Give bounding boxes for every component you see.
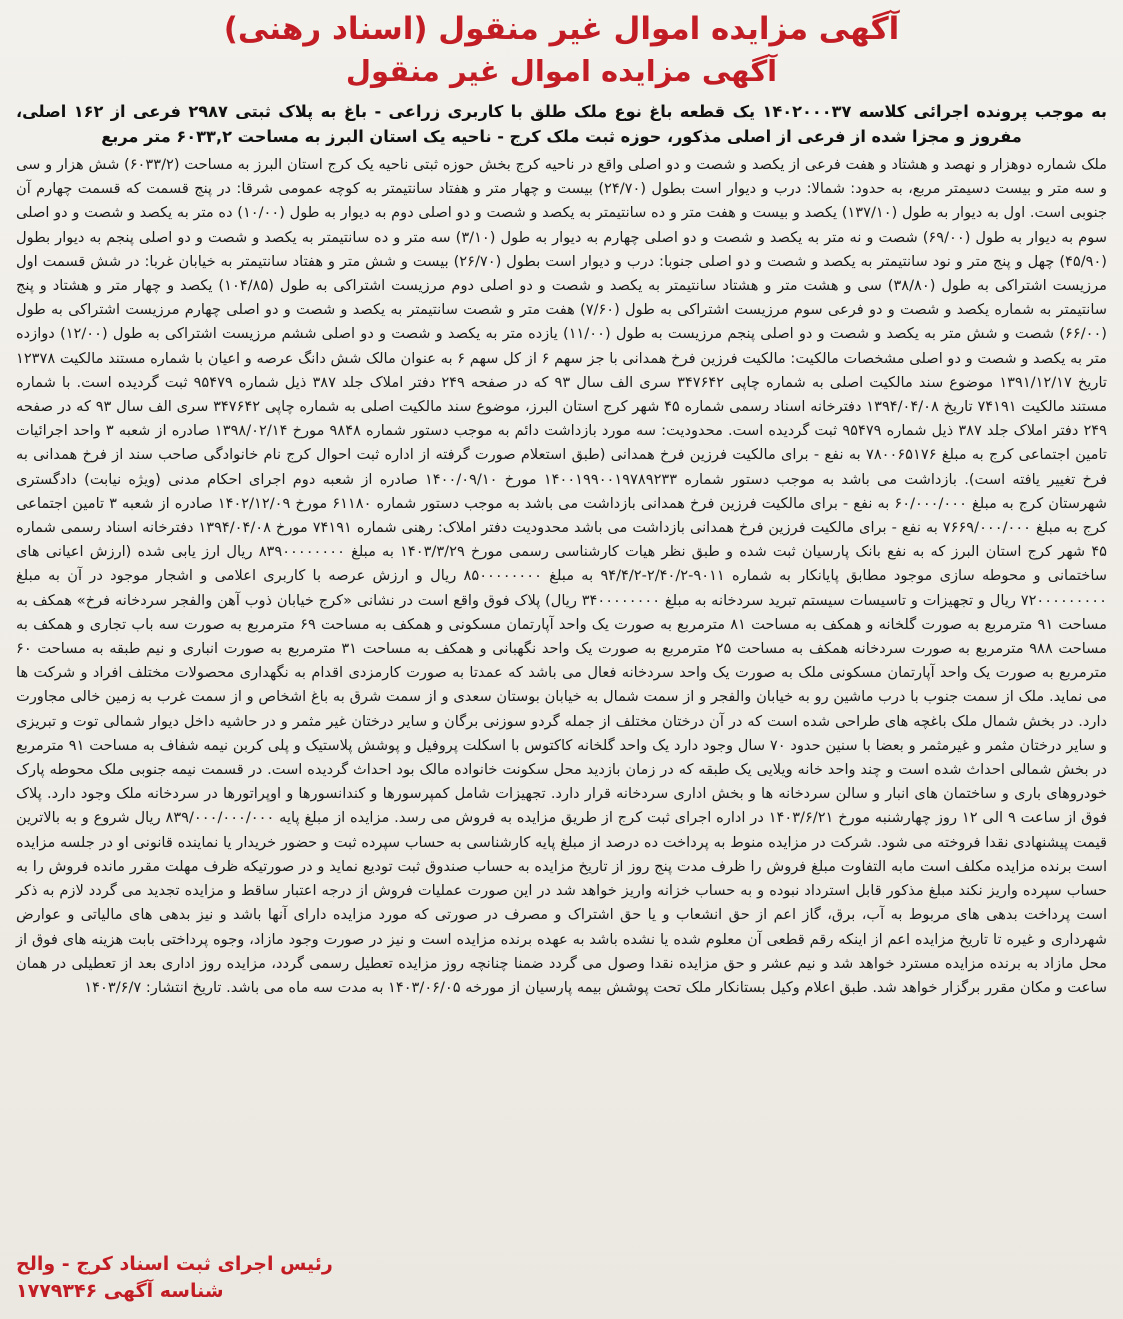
signer-title: رئیس اجرای ثبت اسناد کرج - والح: [16, 1253, 333, 1275]
ad-id: شناسه آگهی ۱۷۷۹۳۴۶: [16, 1280, 224, 1302]
notice-title: آگهی مزایده اموال غیر منقول (اسناد رهنی): [223, 11, 900, 47]
notice-body: ملک شماره دوهزار و نهصد و هشتاد و هفت فرعی از یکصد و شصت و دو اصلی واقع در ناحیه کرج بخش حوزه ثبتی ناحیه یک کرج استان البرز به مساحت (۶۰۳۳/۲) شش هزار و سی و سه متر و بیست دسیمتر مربع، به حدود: شمالا: درب و دیوار است بطول (۲۴/۷۰) بیست و چهار متر و هفتاد سانتیمتر به کوچه عمومی شرقا: در پنج قسمت که قسمت چهارم آن جنوبی است. اول به دیوار به طول (۱۳۷/۱۰) یکصد و بیست و هفت متر و ده سانتیمتر به یکصد و شصت و دو اصلی دوم به دیوار به طول (۱۰/۰۰) ده متر به یکصد و شصت و دو اصلی سوم به دیوار به طول (۶۹/۰۰) شصت و نه متر به یکصد و شصت و دو اصلی چهارم به دیوار به طول (۳/۱۰) سه متر و ده سانتیمتر به یکصد و شصت و دو اصلی پنجم به دیوار بطول (۴۵/۹۰) چهل و پنج متر و نود سانتیمتر به یکصد و شصت و دو اصلی جنوبا: درب و دیوار است بطول (۲۶/۷۰) بیست و شش متر و هفتاد سانتیمتر به خیابان غربا: در شش قسمت اول مرزیست اشتراکی به طول (۳۸/۸۰) سی و هشت متر و هشتاد سانتیمتر به یکصد و شصت و دو اصلی دوم مرزیست اشتراکی به طول (۱۰۴/۸۵) یکصد و چهار متر و هشتاد و پنج سانتیمتر به شماره یکصد و شصت و دو فرعی سوم مرزیست اشتراکی به طول (۷/۶۰) هفت متر و شصت سانتیمتر به یکصد و شصت و دو اصلی چهارم مرزیست اشتراکی به طول (۶۶/۰۰) شصت و شش متر به یکصد و شصت و دو اصلی پنجم مرزیست به طول (۱۱/۰۰) یازده متر به یکصد و شصت و دو اصلی ششم مرزیست اشتراکی به طول (۱۲/۰۰) دوازده متر به یکصد و شصت و دو اصلی مشخصات مالکیت: مالکیت فرزین فرخ همدانی با جز سهم ۶ از کل سهم ۶ به عنوان مالک شش دانگ عرصه و اعیان با شماره مستند مالکیت ۱۲۳۷۸ تاریخ ۱۳۹۱/۱۲/۱۷ موضوع سند مالکیت اصلی به شماره چاپی ۳۴۷۶۴۲ سری الف سال ۹۳ که در صفحه ۲۴۹ دفتر املاک جلد ۳۸۷ ذیل شماره ۹۵۴۷۹ ثبت گردیده است. با شماره مستند مالکیت ۷۴۱۹۱ تاریخ ۱۳۹۴/۰۴/۰۸ دفترخانه اسناد رسمی شماره ۴۵ شهر کرج استان البرز، موضوع سند مالکیت اصلی به شماره چاپی ۳۴۷۶۴۲ سری الف سال ۹۳ که در صفحه ۲۴۹ دفتر املاک جلد ۳۸۷ ذیل شماره ۹۵۴۷۹ ثبت گردیده است. محدودیت: سه مورد بازداشت دائم به موجب دستور شماره ۹۸۴۸ مورخ ۱۳۹۸/۰۲/۱۴ صادره از شعبه ۳ واحد اجرائیات تامین اجتماعی کرج به مبلغ ۷۸۰۰۶۵۱۷۶ به نفع - برای مالکیت فرزین فرخ همدانی (طبق استعلام صورت گرفته از اداره ثبت احوال کرج نام خانوادگی صاحب سند از فرخ همدانی به فرخ تغییر یافته است). بازداشت می باشد به موجب دستور شماره ۱۴۰۰۱۹۹۰۰۱۹۷۸۹۲۳۳ مورخ ۱۴۰۰/۰۹/۱۰ صادره از شعبه دوم اجرای احکام مدنی (ویژه نیابت) دادگستری شهرستان کرج به مبلغ ۶۰/۰۰۰/۰۰۰ به نفع - برای مالکیت فرزین فرخ همدانی بازداشت می باشد به موجب دستور شماره ۶۱۱۸۰ مورخ ۱۴۰۲/۱۲/۰۹ صادره از شعبه ۳ تامین اجتماعی کرج به مبلغ ۷۶۶۹/۰۰۰/۰۰۰ به نفع - برای مالکیت فرزین فرخ همدانی بازداشت می باشد محدودیت دفتر املاک: رهنی شماره ۷۴۱۹۱ مورخ ۱۳۹۴/۰۴/۰۸ دفترخانه اسناد رسمی شماره ۴۵ شهر کرج استان البرز که به نفع بانک پارسیان ثبت شده و طبق نظر هیات کارشناسی رسمی مورخ ۱۴۰۳/۳/۲۹ به مبلغ ۸۳۹۰۰۰۰۰۰۰۰ ریال ارز یابی شده (ارزش اعیانی های ساختمانی و محوطه سازی موجود مطابق پایانکار به شماره ۹۰۱۱-۲/۴۰/۲-۹۴/۴/۲ به مبلغ ۸۵۰۰۰۰۰۰۰۰ ریال و ارزش عرصه با کاربری اعلامی و اشجار موجود در آن به مبلغ ۷۲۰۰۰۰۰۰۰۰۰ ریال و تجهیزات و تاسیسات سیستم تبرید سردخانه به مبلغ ۳۴۰۰۰۰۰۰۰۰ ریال) پلاک فوق واقع است در نشانی «کرج خیابان ذوب آهن والفجر سردخانه فرخ» همکف به مساحت ۹۱ مترمربع به صورت گلخانه و همکف به مساحت ۸۱ مترمربع به صورت یک واحد آپارتمان مسکونی و همکف به مساحت ۶۹ مترمربع به صورت سه باب تجاری و همکف به مساحت ۹۸۸ مترمربع به صورت سردخانه همکف به مساحت ۲۵ مترمربع به صورت یک واحد نگهبانی و همکف به مساحت ۳۱ مترمربع به صورت انباری و نیم طبقه به مساحت ۶۰ مترمربع به صورت یک واحد آپارتمان مسکونی ملک به صورت یک واحد سردخانه فعال می باشد که عمدتا به صورت کارمزدی اقدام به نگهداری محصولات مختلف افراد و شرکت ها می نماید. ملک از سمت جنوب با درب ماشین رو به خیابان والفجر و از سمت شمال به خیابان بوستان سعدی و از سمت شرق به باغ اشخاص و از سمت غرب به زمین خالی مجاورت دارد. در بخش شمال ملک باغچه های طراحی شده است که در آن درختان مختلف از جمله گردو سوزنی برگان و سایر درختان غیر مثمر و در حاشیه داخل دیوار شمالی توت و تبریزی و سایر درختان مثمر و غیرمثمر و بعضا با سنین حدود ۷۰ سال وجود دارد یک واحد گلخانه کاکتوس با اسکلت پروفیل و پوشش پلاستیک و پلی کربن نیمه شفاف به مساحت ۹۱ مترمربع در بخش شمالی احداث شده است و چند واحد خانه ویلایی یک طبقه که در زمان بازدید محل سکونت خانواده مالک بود احداث گردیده است. در قسمت نیمه جنوبی ملک محوطه پارک خودروهای باری و ساختمان های انبار و سالن سردخانه ها و بخش اداری سردخانه قرار دارد. تجهیزات شامل کمپرسورها و کندانسورها و اوپراتورها در سردخانه ملک وجود دارد. پلاک فوق از ساعت ۹ الی ۱۲ روز چهارشنبه مورخ ۱۴۰۳/۶/۲۱ در اداره اجرای ثبت کرج از طریق مزایده به فروش می رسد. مزایده از مبلغ پایه ۸۳۹/۰۰۰/۰۰۰/۰۰۰ ریال شروع و به بالاترین قیمت پیشنهادی نقدا فروخته می شود. شرکت در مزایده منوط به پرداخت ده درصد از مبلغ پایه کارشناسی به حساب سپرده ثبت و حضور خریدار یا نماینده قانونی او در جلسه مزایده است برنده مزایده مکلف است مابه التفاوت مبلغ فروش را ظرف مدت پنج روز از تاریخ مزایده به حساب صندوق ثبت تودیع نماید و در صورتیکه ظرف مهلت مقرر مانده فروش را به حساب سپرده واریز نکند مبلغ مذکور قابل استرداد نبوده و به حساب خزانه واریز خواهد شد در این صورت عملیات فروش از درجه اعتبار ساقط و مزایده تجدید می گردد لازم به ذکر است پرداخت بدهی های مربوط به آب، برق، گاز اعم از حق انشعاب و یا حق اشتراک و مصرف در صورتی که مورد مزایده دارای آنها باشد و نیز بدهی های مالیاتی و عوارض شهرداری و غیره تا تاریخ مزایده اعم از اینکه رقم قطعی آن معلوم شده یا نشده باشد به عهده برنده مزایده است و نیز در صورت وجود مازاد، وجوه پرداختی بابت هزینه های فوق از محل مازاد به برنده مزایده مسترد خواهد شد و نیم عشر و حق مزایده نقدا وصول می گردد ضمنا چنانچه روز مزایده تعطیل رسمی گردد، مزایده روز اداری بعد از تعطیلی در همان ساعت و مکان مقرر برگزار خواهد شد. طبق اعلام وکیل بستانکار ملک تحت پوشش بیمه پارسیان از مورخه ۱۴۰۳/۰۶/۰۵ به مدت سه ماه می باشد. تاریخ انتشار: ۱۴۰۳/۶/۷: [16, 156, 1108, 996]
notice-subtitle: آگهی مزایده اموال غیر منقول: [345, 53, 778, 88]
notice-footer: [16, 1251, 333, 1305]
notice-headline: به موجب پرونده اجرائی کلاسه ۱۴۰۲۰۰۰۳۷ یک قطعه باغ نوع ملک طلق با کاربری زراعی - باغ به پلاک ثبتی ۲۹۸۷ فرعی از ۱۶۲ اصلی، مفروز و مجزا شده از فرعی از اصلی مذکور، حوزه ثبت ملک کرج - ناحیه یک استان البرز به مساحت ۶۰۳۳,۲ متر مربع: [16, 102, 1107, 146]
